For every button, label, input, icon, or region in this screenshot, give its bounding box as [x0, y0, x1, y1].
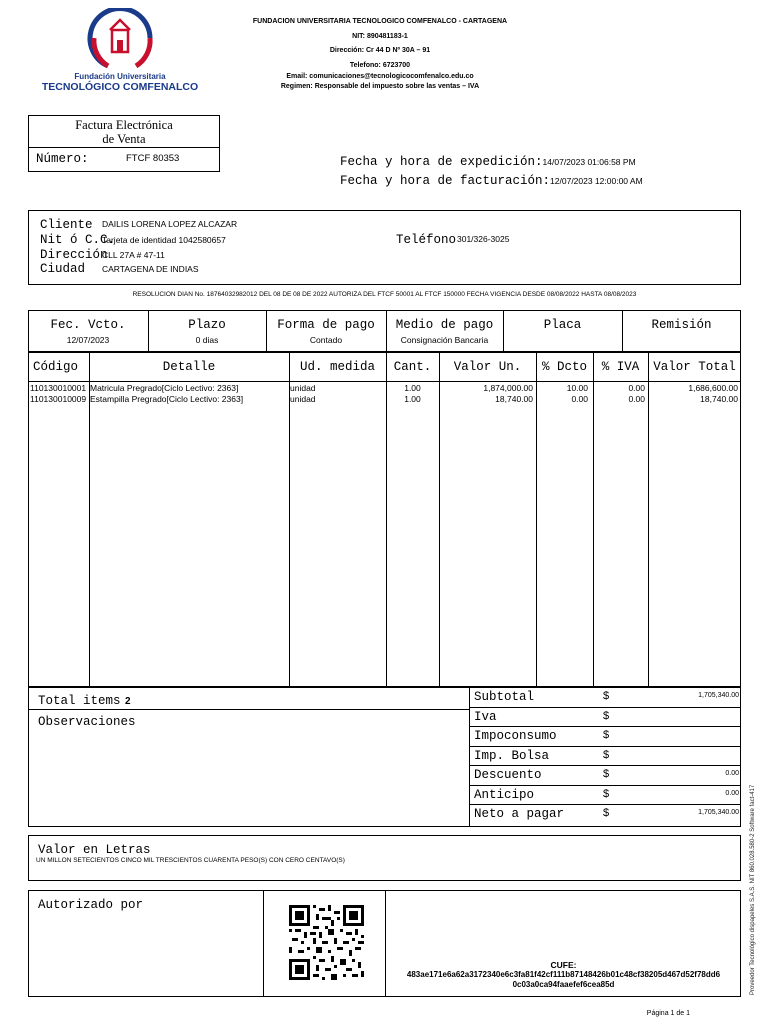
item-unit: unidad [290, 383, 316, 393]
company-info [180, 15, 580, 73]
issue-date [340, 152, 636, 170]
observations-label: Observaciones [38, 715, 136, 729]
billing-date-label: Fecha y hora de facturación: [340, 174, 551, 188]
totals-line-subtotal [469, 687, 741, 708]
item-total: 18,740.00 [700, 394, 738, 404]
totals-line-impoconsumo [469, 726, 741, 747]
item-discount: 10.00 [566, 383, 588, 393]
page-number: Página 1 de 1 [646, 1010, 690, 1017]
client-label: Cliente [40, 218, 93, 232]
invoice-number: FTCF 80353 [126, 153, 180, 164]
company-address: Dirección: Cr 44 D Nº 30A – 91 [329, 47, 431, 54]
item-unit-value: 18,740.00 [495, 394, 533, 404]
currency-symbol: $ [603, 807, 610, 819]
totals-line-bag-tax [469, 746, 741, 767]
total-items-label: Total items [38, 694, 121, 708]
item-unit-value: 1,874,000.00 [483, 383, 533, 393]
totals-value: 0.00 [725, 770, 739, 777]
dian-resolution: RESOLUCION DIAN No. 18764032982012 DEL 08 DE 08 DE 2022 AUTORIZA DEL FTCF 50001 AL FTCF 150000 FECHA VIGENCIA DESDE 08/08/2022 HASTA 08/08/2023 [132, 291, 637, 298]
cufe-line1: 483ae171e6a62a3172340e6c3fa81f42cf111b87148426b01c48cf38205d467d52f78dd6 [406, 970, 721, 979]
terms-due-date: 12/07/2023 [66, 335, 110, 345]
currency-symbol: $ [603, 729, 610, 741]
totals-line-net-payable [469, 804, 741, 824]
items-header-detail: Detalle [162, 360, 216, 374]
cufe-label: CUFE: [550, 960, 577, 970]
terms-header-payment-method: Medio de pago [395, 318, 494, 332]
totals-label: Subtotal [474, 690, 535, 704]
invoice-title-line2: de Venta [102, 132, 146, 146]
issue-date-label: Fecha y hora de expedición: [340, 155, 543, 169]
totals-value: 0.00 [725, 789, 739, 797]
item-total: 1,686,600.00 [688, 383, 738, 393]
terms-payment-method: Consignación Bancaria [400, 335, 489, 345]
totals-line-advance [469, 785, 741, 806]
company-name: FUNDACION UNIVERSITARIA TECNOLOGICO COMFENALCO - CARTAGENA [252, 18, 508, 25]
table-row [28, 383, 741, 394]
item-vat: 0.00 [628, 383, 645, 393]
invoice-number-label: Número: [36, 152, 89, 166]
client-id-label: Nit ó C.C. [40, 233, 116, 247]
issue-date-value: 14/07/2023 01:06:58 PM [542, 157, 636, 167]
table-row [28, 394, 741, 405]
item-code: 110130010001 [30, 383, 87, 393]
invoice-title-line1: Factura Electrónica [75, 118, 173, 132]
company-regime: Regimen: Responsable del impuesto sobre las ventas – IVA [280, 83, 480, 90]
item-qty: 1.00 [404, 383, 421, 393]
total-items-value: 2 [124, 696, 131, 707]
totals-label: Neto a pagar [474, 807, 565, 821]
items-header-total: Valor Total [653, 360, 736, 374]
logo-line1: Fundación Universitaria [74, 72, 166, 81]
totals-value: 1,705,340.00 [698, 692, 739, 699]
item-code: 110130010009 [30, 394, 87, 404]
terms-header-remission: Remisión [651, 318, 712, 332]
item-discount: 0.00 [571, 394, 588, 404]
items-header-vat: % IVA [601, 360, 640, 374]
amount-words-label: Valor en Letras [38, 843, 151, 857]
client-phone: 301/326-3025 [457, 234, 510, 244]
client-city-label: Ciudad [40, 262, 86, 276]
item-vat: 0.00 [628, 394, 645, 404]
currency-symbol: $ [603, 690, 610, 702]
item-unit: unidad [290, 394, 316, 404]
terms-header-term: Plazo [188, 318, 226, 332]
client-city: CARTAGENA DE INDIAS [102, 264, 199, 274]
company-contact [180, 72, 580, 92]
totals-line-discount [469, 765, 741, 786]
client-phone-label: Teléfono [396, 233, 457, 247]
items-header-unit-value: Valor Un. [453, 360, 522, 374]
currency-symbol: $ [603, 748, 610, 761]
invoice-title [28, 118, 220, 146]
item-qty: 1.00 [404, 394, 421, 404]
company-phone: Telefono: 6723700 [349, 61, 411, 69]
provider-side-note-text: Proveedor Tecnológico dispapeles S.A.S. NIT 860.028.580-2 Software fact-417 [750, 784, 756, 995]
qr-code [289, 905, 364, 980]
currency-symbol: $ [603, 709, 610, 722]
total-items [38, 691, 131, 709]
cufe-line2: 0c03a0ca94faaefef6cea85d [512, 980, 615, 989]
amount-words-value: UN MILLON SETECIENTOS CINCO MIL TRESCIENTOS CUARENTA PESO(S) CON CERO CENTAVO(S) [36, 857, 345, 864]
items-header-unit: Ud. medida [299, 360, 375, 374]
item-detail: Estampilla Pregrado[Ciclo Lectivo: 2363] [90, 394, 244, 404]
terms-header-payment-form: Forma de pago [277, 318, 375, 332]
totals-label: Iva [474, 709, 497, 724]
totals-label: Descuento [474, 768, 542, 782]
items-header-qty: Cant. [393, 360, 432, 374]
totals-value: 1,705,340.00 [698, 809, 739, 816]
item-detail: Matricula Pregrado[Ciclo Lectivo: 2363] [90, 383, 239, 393]
qr-code-icon [289, 905, 364, 980]
totals-label: Impoconsumo [474, 729, 557, 743]
company-email: Email: comunicaciones@tecnologicocomfenalco.edu.co [286, 73, 474, 80]
billing-date [340, 171, 643, 189]
terms-header-plate: Placa [543, 318, 582, 332]
totals-lines [469, 687, 741, 827]
client-id: Tarjeta de identidad 1042580657 [102, 235, 226, 245]
company-nit: NIT: 890481183-1 [352, 32, 408, 40]
provider-side-note [750, 785, 756, 995]
items-header-code: Código [33, 360, 79, 374]
totals-line-iva [469, 707, 741, 728]
currency-symbol: $ [603, 787, 610, 800]
terms-header-due: Fec. Vcto. [50, 318, 126, 332]
client-address-label: Dirección [40, 248, 108, 262]
client-address: CLL 27A # 47-11 [102, 250, 165, 260]
currency-symbol: $ [603, 768, 610, 780]
authorized-by-label: Autorizado por [38, 898, 144, 912]
totals-label: Imp. Bolsa [474, 748, 550, 763]
terms-term: 0 dias [195, 335, 219, 345]
logo-line2: TECNOLÓGICO COMFENALCO [41, 81, 199, 93]
totals-label: Anticipo [474, 787, 535, 802]
billing-date-value: 12/07/2023 12:00:00 AM [550, 176, 643, 186]
items-header-discount: % Dcto [541, 360, 587, 374]
client-name: DAILIS LORENA LOPEZ ALCAZAR [102, 219, 238, 229]
terms-payment-form: Contado [309, 335, 343, 345]
